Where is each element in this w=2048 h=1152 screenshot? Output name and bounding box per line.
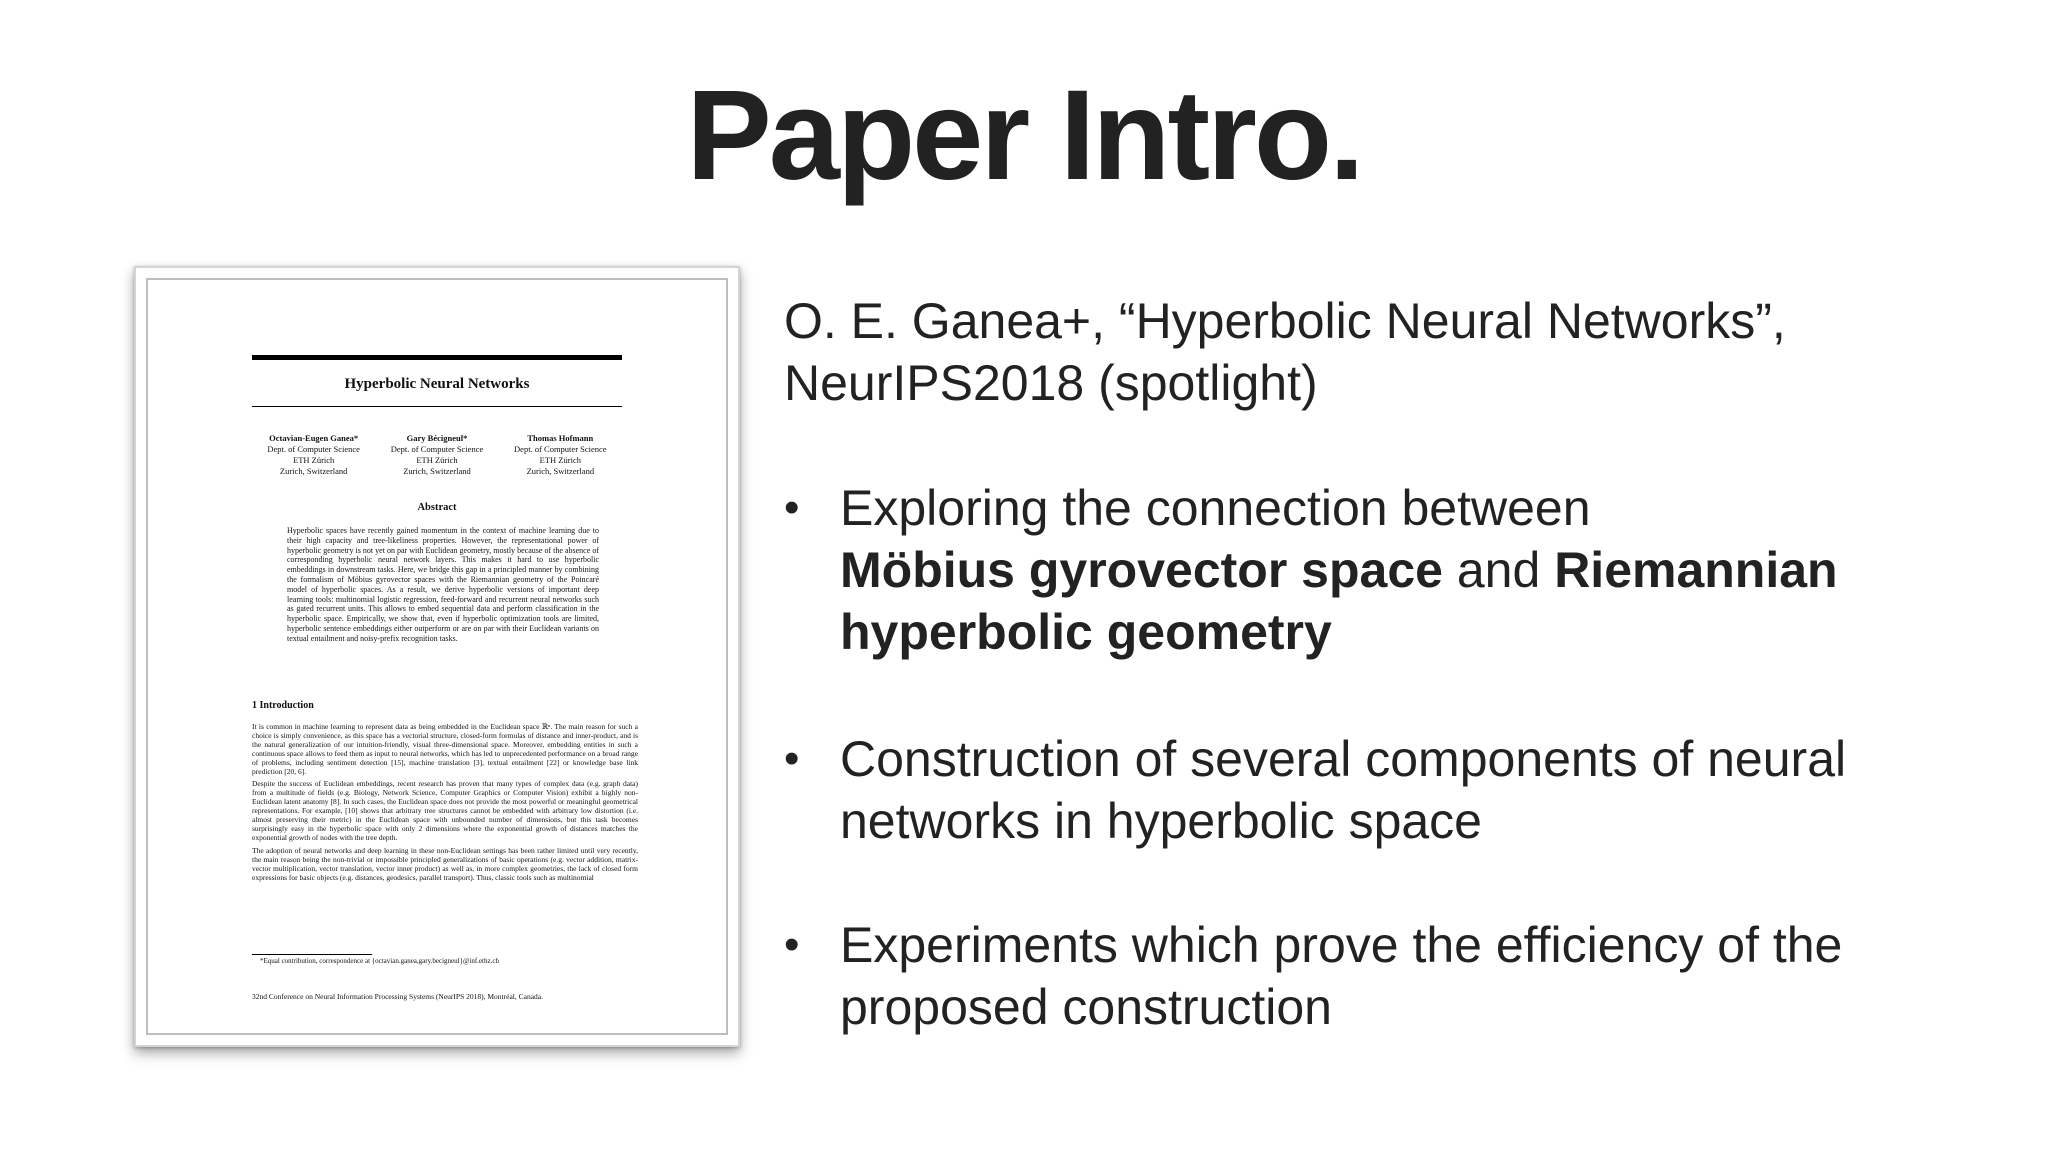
paper-title: Hyperbolic Neural Networks: [344, 376, 530, 392]
bullet-marker: •: [784, 920, 800, 969]
author-loc: Zurich, Switzerland: [526, 466, 595, 476]
author-inst: ETH Zürich: [539, 455, 581, 465]
author-block: [252, 433, 375, 477]
bullet-text: Construction of several components of neural networks in hyperbolic space: [840, 731, 1847, 849]
paper-citation: [784, 290, 1984, 414]
author-dept: Dept. of Computer Science: [514, 444, 607, 454]
citation-venue: NeurIPS2018 (spotlight): [784, 355, 1318, 411]
paper-title-rule-top: [252, 355, 622, 360]
slide-title: Paper Intro.: [686, 64, 1362, 207]
bullet-text: Experiments which prove the efficiency of the proposed construction: [840, 917, 1843, 1035]
author-name: Thomas Hofmann: [527, 433, 594, 443]
bullet-marker: •: [784, 483, 800, 532]
abstract-heading: Abstract: [417, 502, 457, 513]
paper-page: [146, 278, 728, 1035]
intro-paragraph: The adoption of neural networks and deep learning in these non-Euclidean settings has been rather limited until very recently, the main reason being the non-trivial or impossible principled generalizations of basic operations (e.g. vector addition, matrix-vector multiplication, vector translation, vector inner product) as well as, in more complex geometries, the lack of closed form expressions for basic objects (e.g. distances, geodesics, parallel transport). Thus, classic tools such as multinomial: [252, 845, 638, 882]
bullet-bold-term: Möbius gyrovector space: [840, 542, 1443, 598]
author-name: Octavian-Eugen Ganea*: [269, 433, 359, 443]
abstract-text: Hyperbolic spaces have recently gained momentum in the context of machine learning due to their high capacity and tree-likeliness properties. However, the representational power of hyperbolic geometry is not yet on par with Euclidean geometry, mostly because of the absence of corresponding hyperbolic neural network layers. This makes it hard to use hyperbolic embeddings in downstream tasks. Here, we bridge this gap in a principled manner by combining the formalism of Möbius gyrovector spaces with the Riemannian geometry of the Poincaré model of hyperbolic spaces. As a result, we derive hyperbolic versions of important deep learning tools: multinomial logistic regression, feed-forward and recurrent neural networks such as gated recurrent units. This allows to embed sequential data and perform classification in the hyperbolic space. Empirically, we show that, even if hyperbolic optimization tools are limited, hyperbolic sentence embeddings either outperform or are on par with their Euclidean variants on textual entailment and noisy-prefix recognition tasks.: [287, 526, 599, 643]
author-loc: Zurich, Switzerland: [403, 466, 471, 476]
paper-conference-note: 32nd Conference on Neural Information Processing Systems (NeurIPS 2018), Montréal, Canada.: [252, 992, 543, 1001]
intro-heading: 1 Introduction: [252, 700, 314, 711]
author-block: [499, 433, 622, 477]
citation-line: O. E. Ganea+, “Hyperbolic Neural Networks”,: [784, 293, 1786, 349]
bullet-text-connector: and: [1442, 542, 1555, 598]
footnote-rule: [252, 954, 372, 955]
author-name: Gary Bécigneul*: [406, 433, 468, 443]
author-inst: ETH Zürich: [416, 455, 458, 465]
bullet-marker: •: [784, 734, 800, 783]
paper-footnote: *Equal contribution, correspondence at {octavian.ganea,gary.becigneul}@inf.ethz.ch: [260, 957, 499, 965]
bullet-text: [840, 477, 2000, 663]
author-dept: Dept. of Computer Science: [267, 444, 360, 454]
bullet-bold-term: Riemannian hyperbolic geometry: [840, 542, 1838, 660]
intro-paragraph: Despite the success of Euclidean embeddings, recent research has proven that many types of complex data (e.g. graph data) from a multitude of fields (e.g. Biology, Network Science, Computer Graphics or Computer Vision) exhibit a highly non-Euclidean latent anatomy [8]. In such cases, the Euclidean space does not provide the most powerful or meaningful geometrical representations. For example, [10] shows that arbitrary tree structures cannot be embedded with arbitrary low distortion (i.e. almost preserving their metric) in the Euclidean space with unbounded number of dimensions, but this task becomes surprisingly easy in the hyperbolic space with only 2 dimensions where the exponential growth of distances matches the exponential growth of nodes with the tree depth.: [252, 779, 638, 842]
author-block: [375, 433, 498, 477]
paper-thumbnail: [134, 266, 740, 1047]
author-dept: Dept. of Computer Science: [390, 444, 484, 454]
bullet-text-part: Exploring the connection between: [840, 480, 1591, 536]
author-loc: Zurich, Switzerland: [279, 466, 348, 476]
paper-authors: [252, 433, 622, 477]
intro-body: [252, 723, 638, 886]
author-inst: ETH Zürich: [293, 455, 335, 465]
intro-paragraph: It is common in machine learning to represent data as being embedded in the Euclidean space ℝⁿ. The main reason for such a choice is simply convenience, as this space has a vectorial structure, closed-form formulas of distance and inner-product, and is the natural generalization of our intuition-friendly, visual three-dimensional space. Moreover, embedding entities in such a continuous space allows to feed them as input to neural networks, which has led to unprecedented performance on a broad range of problems, including sentiment detection [15], machine translation [3], textual entailment [22] or knowledge base link prediction [20, 6].: [252, 722, 638, 776]
paper-title-rule-bottom: [252, 406, 622, 407]
